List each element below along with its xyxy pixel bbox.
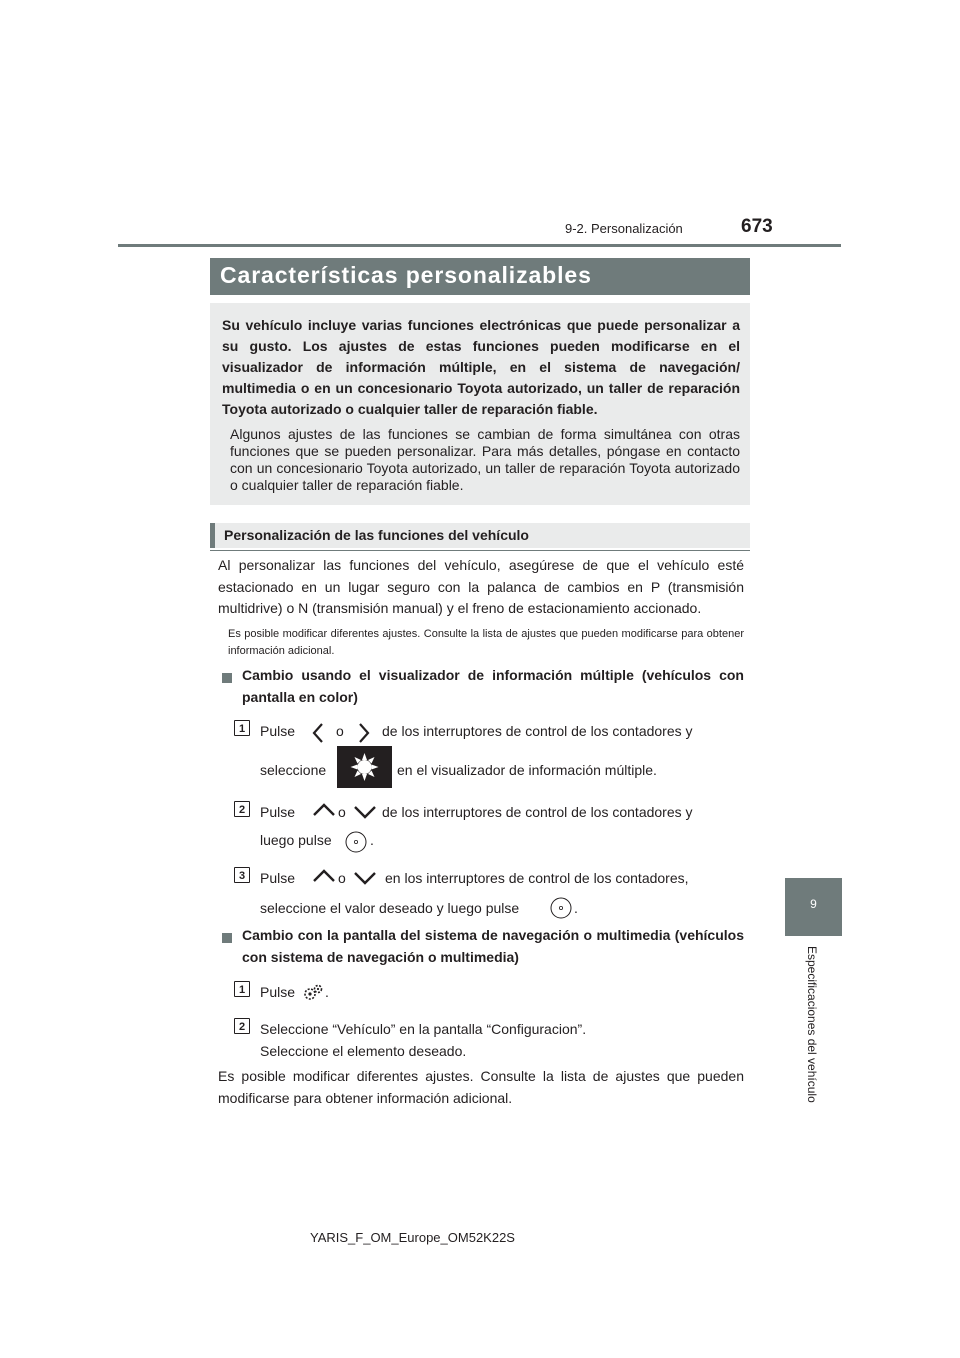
chapter-title-vertical (803, 946, 821, 1116)
step-text: de los interruptores de control de los contadores y (382, 723, 693, 739)
subsection-heading-mid: Cambio usando el visualizador de información múltiple (vehículos con pantalla en color) (242, 667, 744, 705)
bullet-square (222, 933, 232, 943)
section-heading-accent (210, 523, 215, 548)
header-rule (118, 244, 841, 247)
step-text: seleccione el valor deseado y luego pulse (260, 900, 520, 916)
intro-text: Su vehículo incluye varias funciones electrónicas que puede personalizar a su gusto. Los ajustes de estas funciones pueden modificarse en el visualizador de información múltiple, en el sistema de navegación/ multimedia o en un concesionario Toyota autorizado, un taller de reparación Toyota autorizado o cualquier taller de reparación fiable. (222, 317, 740, 417)
step-badge: 1 (234, 981, 250, 997)
step-text: o (338, 870, 346, 886)
step-badge: 2 (234, 1018, 250, 1034)
section-heading: Personalización de las funciones del vehículo (224, 527, 529, 543)
page-number: 673 (741, 216, 773, 237)
section-paragraph: Al personalizar las funciones del vehículo, asegúrese de que el vehículo esté estacionado en un lugar seguro con la palanca de cambios en P (transmisión multidrive) o N (transmisión manual) y el freno de estacionamiento accionado. (218, 557, 744, 616)
section-heading-rule (210, 550, 750, 551)
bullet-square (222, 673, 232, 683)
step-badge: 3 (234, 867, 250, 883)
step-text: Pulse (260, 984, 296, 1000)
chevron-up-icon (312, 802, 336, 818)
setup-icon (302, 984, 324, 1002)
step-badge: 2 (234, 801, 250, 817)
step-badge: 1 (234, 720, 250, 736)
step-text: Pulse (260, 870, 296, 886)
chevron-up-icon (312, 868, 336, 884)
step-text: seleccione (260, 762, 327, 778)
subsection-heading-nav: Cambio con la pantalla del sistema de navegación o multimedia (vehículos con sistema de navegación o multimedia) (242, 927, 744, 965)
step-text: Pulse (260, 804, 296, 820)
chevron-down-icon (353, 870, 377, 886)
ok-button-icon (549, 897, 573, 919)
step-text: Seleccione “Vehículo” en la pantalla “Configuracion”. (260, 1021, 587, 1037)
section-small-note: Es posible modificar diferentes ajustes. Consulte la lista de ajustes que pueden modificarse para obtener información adicional. (228, 628, 744, 657)
step-text: . (370, 832, 374, 848)
step-text: o (338, 804, 346, 820)
step-text: . (574, 900, 578, 916)
step-text: Pulse (260, 723, 296, 739)
step-text: en los interruptores de control de los contadores, (385, 870, 689, 886)
step-text: . (325, 984, 329, 1000)
intro-note: Algunos ajustes de las funciones se cambian de forma simultánea con otras funciones que se pueden personalizar. Para más detalles, póngase en contacto con un concesionario Toyota autorizado, un taller de reparación Toyota autorizado o cualquier taller de reparación fiable. (230, 426, 740, 493)
chapter-number: 9 (810, 897, 817, 911)
step-text: o (336, 723, 344, 739)
step-text: de los interruptores de control de los contadores y (382, 804, 693, 820)
step-text: luego pulse (260, 832, 332, 848)
settings-icon (337, 746, 392, 788)
chevron-down-icon (353, 804, 377, 820)
chevron-left-icon (311, 722, 325, 744)
section-header: 9-2. Personalización (565, 221, 683, 236)
document-code: YARIS_F_OM_Europe_OM52K22S (310, 1230, 515, 1245)
page-title: Características personalizables (220, 262, 592, 288)
step-text: Seleccione el elemento deseado. (260, 1043, 467, 1059)
ok-button-icon (344, 831, 368, 853)
step-text: en el visualizador de información múltiple. (397, 762, 657, 778)
closing-paragraph: Es posible modificar diferentes ajustes. Consulte la lista de ajustes que pueden modificarse para obtener información adicional. (218, 1068, 744, 1106)
chevron-right-icon (357, 722, 371, 744)
chapter-title: Especificaciones del vehículo (805, 946, 819, 1103)
